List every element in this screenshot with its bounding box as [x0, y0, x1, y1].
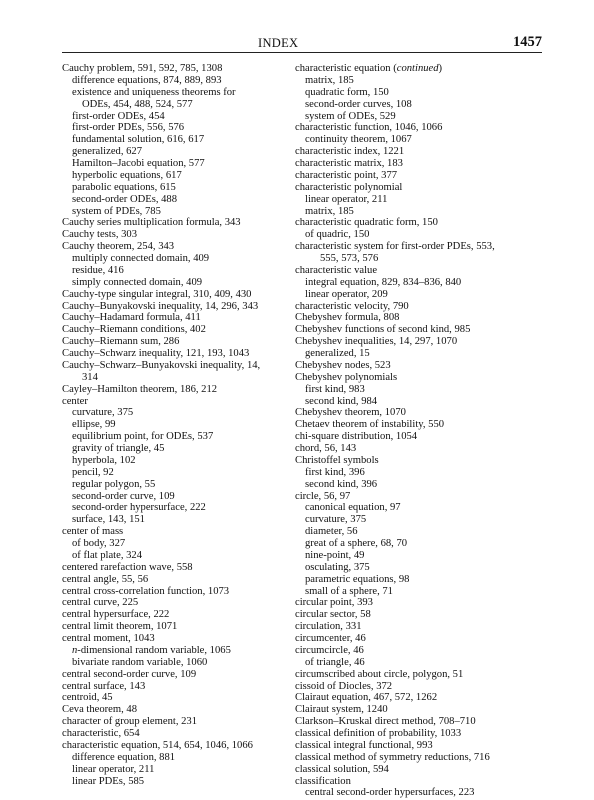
index-subentry: generalized, 15	[305, 348, 370, 359]
index-entry: central moment, 1043	[62, 633, 155, 644]
page-number: 1457	[513, 34, 542, 50]
index-subentry: central second-order hypersurfaces, 223	[305, 787, 475, 799]
index-entry: classification	[295, 775, 351, 787]
index-entry: characteristic, 654	[62, 728, 140, 739]
index-column-left	[62, 63, 302, 787]
index-subentry: equilibrium point, for ODEs, 537	[72, 431, 214, 443]
index-entry: character of group element, 231	[62, 716, 198, 728]
index-subentry: matrix, 185	[305, 205, 354, 217]
index-subentry: linear operator, 211	[72, 763, 155, 775]
index-entry: center	[62, 395, 88, 407]
index-subentry: parabolic equations, 615	[72, 181, 176, 193]
index-subentry: residue, 416	[72, 264, 124, 276]
index-entry: characteristic equation, 514, 654, 1046, 1066	[62, 739, 253, 751]
index-entry: chord, 56, 143	[295, 443, 357, 454]
index-entry: centered rarefaction wave, 558	[62, 561, 193, 573]
index-subentry: system of ODEs, 529	[305, 110, 396, 122]
index-entry: circumcenter, 46	[295, 633, 366, 644]
index-subentry: multiply connected domain, 409	[72, 253, 210, 264]
index-entry: circulation, 331	[295, 621, 362, 633]
index-entry: characteristic equation (continued)	[295, 63, 443, 74]
index-subentry: ODEs, 454, 488, 524, 577	[82, 98, 193, 110]
index-subentry: first kind, 396	[305, 466, 365, 478]
index-subentry: generalized, 627	[72, 146, 143, 158]
index-entry: Cauchy–Bunyakovski inequality, 14, 296, 343	[62, 300, 259, 312]
index-subentry: quadratic form, 150	[305, 86, 389, 98]
index-subentry: 314	[82, 371, 98, 383]
index-entry: Cauchy–Hadamard formula, 411	[62, 312, 201, 324]
index-entry: Cauchy tests, 303	[62, 229, 138, 241]
index-subentry: regular polygon, 55	[72, 478, 156, 490]
index-subentry: of flat plate, 324	[72, 549, 143, 561]
index-entry: characteristic system for first-order PDEs, 553,	[295, 241, 495, 253]
index-entry: Chebyshev polynomials	[295, 371, 398, 383]
index-subentry: hyperbolic equations, 617	[72, 169, 182, 181]
index-subentry: pencil, 92	[72, 466, 114, 478]
index-entry: Cayley–Hamilton theorem, 186, 212	[62, 383, 218, 395]
index-entry: characteristic value	[295, 264, 378, 276]
index-subentry: 555, 573, 576	[320, 253, 379, 264]
index-subentry: fundamental solution, 616, 617	[72, 134, 205, 146]
index-entry: classical integral functional, 993	[295, 739, 433, 751]
index-entry: Clairaut system, 1240	[295, 704, 388, 716]
index-subentry: gravity of triangle, 45	[72, 443, 165, 454]
index-subentry: nine-point, 49	[305, 549, 365, 561]
index-entry: characteristic point, 377	[295, 169, 398, 181]
index-entry: classical solution, 594	[295, 763, 389, 775]
index-entry: Cauchy series multiplication formula, 343	[62, 217, 241, 229]
index-subentry: bivariate random variable, 1060	[72, 656, 208, 668]
index-entry: Cauchy problem, 591, 592, 785, 1308	[62, 63, 223, 74]
index-entry: circumcircle, 46	[295, 644, 364, 656]
index-entry: Cauchy–Schwarz–Bunyakovski inequality, 14,	[62, 359, 261, 371]
index-subentry: linear operator, 211	[305, 193, 388, 205]
index-entry: characteristic matrix, 183	[295, 158, 403, 169]
index-subentry: linear PDEs, 585	[72, 775, 145, 787]
index-subentry: curvature, 375	[72, 407, 134, 419]
index-subentry: integral equation, 829, 834–836, 840	[305, 276, 462, 288]
index-entry: central hypersurface, 222	[62, 609, 170, 621]
index-entry: chi-square distribution, 1054	[295, 431, 418, 443]
index-entry: Cauchy–Schwarz inequality, 121, 193, 1043	[62, 348, 250, 359]
index-subentry: n-dimensional random variable, 1065	[72, 644, 231, 656]
index-subentry: canonical equation, 97	[305, 502, 401, 514]
index-subentry: hyperbola, 102	[72, 454, 136, 466]
index-entry: classical method of symmetry reductions, 716	[295, 751, 490, 763]
index-entry: Christoffel symbols	[295, 454, 379, 466]
index-subentry: of triangle, 46	[305, 656, 365, 668]
running-header	[62, 36, 542, 53]
index-entry: Cauchy–Riemann conditions, 402	[62, 324, 206, 336]
index-subentry: continuity theorem, 1067	[305, 134, 412, 146]
index-subentry: curvature, 375	[305, 514, 367, 526]
running-head-title: INDEX	[258, 36, 299, 50]
index-column-right	[295, 63, 545, 799]
index-subentry: osculating, 375	[305, 561, 370, 573]
index-entry: centroid, 45	[62, 692, 113, 704]
index-subentry: parametric equations, 98	[305, 573, 410, 585]
index-subentry: second-order curves, 108	[305, 98, 412, 110]
index-entry: Chebyshev nodes, 523	[295, 359, 391, 371]
index-subentry: difference equation, 881	[72, 751, 176, 763]
index-entry: central curve, 225	[62, 597, 139, 609]
index-subentry: first-order PDEs, 556, 576	[72, 122, 185, 134]
index-subentry: second-order ODEs, 488	[72, 193, 178, 205]
index-subentry: diameter, 56	[305, 526, 358, 538]
index-entry: circle, 56, 97	[295, 490, 351, 502]
index-entry: characteristic index, 1221	[295, 146, 405, 158]
index-subentry: second kind, 984	[305, 395, 378, 407]
index-subentry: matrix, 185	[305, 74, 354, 86]
index-subentry: second kind, 396	[305, 478, 378, 490]
index-entry: Clairaut equation, 467, 572, 1262	[295, 692, 438, 704]
index-entry: Chebyshev formula, 808	[295, 312, 400, 324]
index-subentry: first kind, 983	[305, 383, 365, 395]
index-entry: central second-order curve, 109	[62, 668, 197, 680]
index-subentry: great of a sphere, 68, 70	[305, 538, 408, 549]
index-entry: central cross-correlation function, 1073	[62, 585, 230, 597]
index-entry: classical definition of probability, 1033	[295, 728, 462, 739]
index-entry: central angle, 55, 56	[62, 573, 149, 585]
index-subentry: existence and uniqueness theorems for	[72, 86, 236, 98]
index-subentry: first-order ODEs, 454	[72, 110, 165, 122]
index-subentry: linear operator, 209	[305, 288, 388, 300]
index-subentry: surface, 143, 151	[72, 514, 145, 526]
index-subentry: second-order curve, 109	[72, 490, 175, 502]
index-entry: circular sector, 58	[295, 609, 371, 621]
index-subentry: of quadric, 150	[305, 229, 370, 241]
index-subentry: second-order hypersurface, 222	[72, 502, 206, 514]
index-entry: circular point, 393	[295, 597, 373, 609]
index-subentry: small of a sphere, 71	[305, 585, 393, 597]
index-entry: Cauchy–Riemann sum, 286	[62, 336, 180, 348]
index-entry: center of mass	[62, 526, 124, 538]
index-entry: central limit theorem, 1071	[62, 621, 178, 633]
index-entry: Cauchy-type singular integral, 310, 409, 430	[62, 288, 252, 300]
index-subentry: system of PDEs, 785	[72, 205, 161, 217]
index-subentry: ellipse, 99	[72, 419, 116, 431]
index-subentry: simply connected domain, 409	[72, 276, 203, 288]
index-entry: Cauchy theorem, 254, 343	[62, 241, 175, 253]
index-subentry: Hamilton–Jacobi equation, 577	[72, 158, 205, 169]
index-entry: Chebyshev functions of second kind, 985	[295, 324, 471, 336]
index-subentry: difference equations, 874, 889, 893	[72, 74, 222, 86]
index-entry: central surface, 143	[62, 680, 146, 692]
index-entry: Chetaev theorem of instability, 550	[295, 419, 445, 431]
index-entry: characteristic function, 1046, 1066	[295, 122, 443, 134]
index-entry: characteristic quadratic form, 150	[295, 217, 438, 229]
index-entry: characteristic velocity, 790	[295, 300, 409, 312]
index-subentry: of body, 327	[72, 538, 126, 549]
index-entry: Clarkson–Kruskal direct method, 708–710	[295, 716, 476, 728]
index-entry: characteristic polynomial	[295, 181, 403, 193]
index-entry: cissoid of Diocles, 372	[295, 680, 393, 692]
index-entry: Chebyshev theorem, 1070	[295, 407, 406, 419]
index-entry: circumscribed about circle, polygon, 51	[295, 668, 464, 680]
index-entry: Ceva theorem, 48	[62, 704, 138, 716]
index-entry: Chebyshev inequalities, 14, 297, 1070	[295, 336, 458, 348]
